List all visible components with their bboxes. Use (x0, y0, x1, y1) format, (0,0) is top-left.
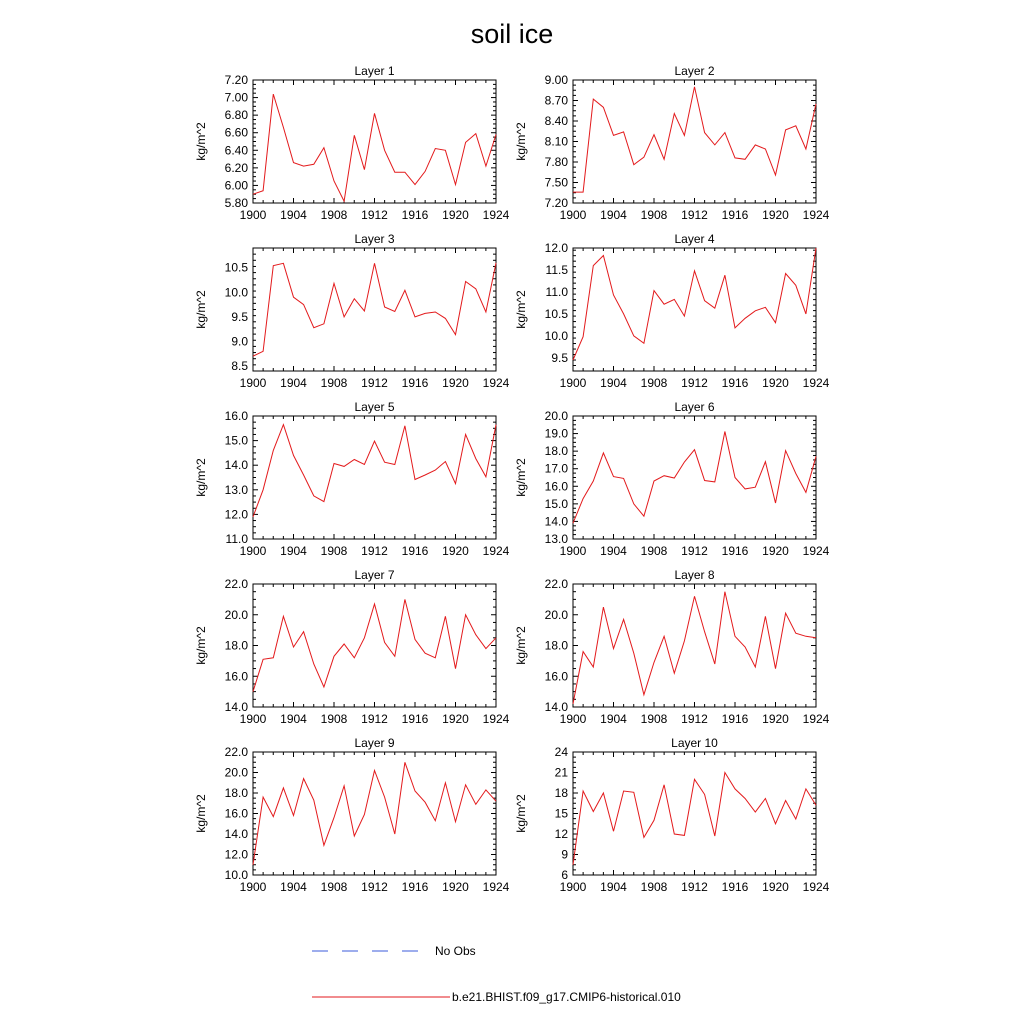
y-axis-label: kg/m^2 (194, 794, 208, 833)
x-tick-label: 1900 (239, 712, 267, 726)
y-tick-label: 16.0 (544, 669, 568, 684)
y-axis-label: kg/m^2 (514, 290, 528, 329)
x-tick-label: 1900 (559, 376, 587, 390)
y-tick-label: 22.0 (544, 577, 568, 591)
y-tick-label: 16.0 (544, 479, 568, 494)
x-tick-label: 1908 (640, 208, 668, 222)
series-line (253, 263, 496, 356)
y-tick-label: 15 (554, 806, 568, 821)
y-tick-label: 22.0 (224, 577, 248, 591)
y-axis-label: kg/m^2 (514, 626, 528, 665)
plot-frame (253, 416, 496, 539)
y-tick-label: 18 (554, 786, 568, 800)
x-tick-label: 1900 (239, 208, 267, 222)
series-line (573, 592, 816, 704)
panel-title: Layer 5 (354, 400, 395, 414)
x-tick-label: 1900 (559, 880, 587, 894)
x-tick-label: 1908 (320, 208, 348, 222)
x-tick-label: 1920 (762, 712, 789, 726)
plot-frame (253, 248, 496, 371)
x-tick-label: 1920 (762, 544, 789, 558)
y-tick-label: 14.0 (224, 700, 248, 714)
y-axis-label: kg/m^2 (514, 794, 528, 833)
plot-frame (573, 416, 816, 539)
x-tick-label: 1924 (482, 880, 510, 894)
x-tick-label: 1904 (280, 544, 307, 558)
x-tick-label: 1920 (762, 880, 789, 894)
y-tick-label: 15.0 (224, 433, 248, 448)
y-tick-label: 11.0 (545, 284, 568, 299)
y-tick-label: 12.0 (544, 241, 568, 255)
x-tick-label: 1916 (401, 208, 429, 222)
y-tick-label: 14.0 (544, 514, 568, 529)
x-tick-label: 1904 (280, 880, 307, 894)
y-tick-label: 20.0 (544, 607, 568, 622)
x-tick-label: 1920 (442, 208, 469, 222)
x-tick-label: 1900 (239, 544, 267, 558)
y-tick-label: 16.0 (224, 409, 248, 423)
y-tick-label: 16.0 (224, 669, 248, 684)
y-tick-label: 19.0 (544, 426, 568, 441)
y-tick-label: 6.40 (224, 143, 248, 158)
panel-4 (514, 232, 830, 390)
y-tick-label: 15.0 (544, 496, 568, 511)
legend-label-no-obs: No Obs (435, 944, 476, 958)
series-line (573, 87, 816, 192)
panel-7 (194, 568, 510, 726)
x-tick-label: 1904 (280, 712, 307, 726)
x-tick-label: 1900 (239, 376, 267, 390)
y-tick-label: 20.0 (544, 409, 568, 423)
y-tick-label: 21 (554, 765, 568, 780)
y-tick-label: 5.80 (224, 196, 248, 210)
x-tick-label: 1900 (559, 712, 587, 726)
x-tick-label: 1908 (320, 544, 348, 558)
y-tick-label: 9 (561, 847, 568, 862)
x-tick-label: 1904 (600, 208, 627, 222)
y-tick-label: 18.0 (544, 444, 568, 459)
x-tick-label: 1924 (482, 712, 510, 726)
x-tick-label: 1912 (681, 880, 708, 894)
y-tick-label: 8.40 (544, 114, 568, 128)
panel-1 (194, 64, 510, 222)
x-tick-label: 1920 (442, 544, 469, 558)
x-tick-label: 1904 (600, 712, 627, 726)
x-tick-label: 1912 (361, 208, 388, 222)
y-tick-label: 7.50 (544, 175, 568, 190)
y-tick-label: 11.0 (225, 532, 248, 546)
x-tick-label: 1908 (640, 880, 668, 894)
y-tick-label: 7.20 (224, 73, 248, 87)
x-tick-label: 1904 (280, 208, 307, 222)
x-tick-label: 1920 (762, 208, 789, 222)
y-tick-label: 6.00 (224, 178, 248, 193)
y-tick-label: 22.0 (224, 745, 248, 759)
y-tick-label: 17.0 (544, 461, 568, 476)
series-line (573, 773, 816, 865)
x-tick-label: 1920 (442, 880, 469, 894)
x-tick-label: 1912 (361, 544, 388, 558)
x-tick-label: 1916 (721, 880, 749, 894)
x-tick-label: 1904 (600, 544, 627, 558)
y-tick-label: 7.00 (224, 90, 248, 105)
y-tick-label: 24 (554, 745, 568, 759)
x-tick-label: 1900 (239, 880, 267, 894)
y-tick-label: 20.0 (224, 765, 248, 780)
y-tick-label: 10.0 (544, 328, 568, 343)
y-tick-label: 14.0 (224, 827, 248, 841)
y-tick-label: 20.0 (224, 607, 248, 622)
x-tick-label: 1912 (681, 712, 708, 726)
y-axis-label: kg/m^2 (194, 122, 208, 161)
y-tick-label: 12.0 (224, 847, 248, 862)
x-tick-label: 1908 (640, 376, 668, 390)
y-tick-label: 9.0 (231, 334, 248, 349)
x-tick-label: 1912 (681, 208, 708, 222)
x-tick-label: 1916 (721, 376, 749, 390)
x-tick-label: 1924 (802, 880, 830, 894)
x-tick-label: 1908 (320, 376, 348, 390)
y-tick-label: 12.0 (224, 507, 248, 522)
x-tick-label: 1924 (802, 208, 830, 222)
x-tick-label: 1924 (802, 376, 830, 390)
panel-10 (514, 736, 830, 894)
y-tick-label: 12 (554, 827, 568, 841)
y-tick-label: 14.0 (544, 700, 568, 714)
x-tick-label: 1912 (361, 712, 388, 726)
panel-title: Layer 3 (354, 232, 395, 246)
series-line (573, 432, 816, 524)
panel-title: Layer 10 (671, 736, 718, 750)
y-axis-label: kg/m^2 (194, 626, 208, 665)
panel-8 (514, 568, 830, 726)
panel-title: Layer 9 (354, 736, 395, 750)
panel-3 (194, 232, 510, 390)
plot-frame (253, 80, 496, 203)
y-tick-label: 8.5 (231, 359, 248, 374)
y-tick-label: 7.80 (544, 155, 568, 169)
x-tick-label: 1924 (482, 208, 510, 222)
y-axis-label: kg/m^2 (194, 458, 208, 497)
x-tick-label: 1924 (802, 544, 830, 558)
series-line (253, 599, 496, 691)
panel-title: Layer 1 (354, 64, 395, 78)
y-tick-label: 9.00 (544, 73, 568, 87)
x-tick-label: 1900 (559, 544, 587, 558)
y-tick-label: 8.10 (544, 134, 568, 149)
x-tick-label: 1912 (681, 544, 708, 558)
panel-title: Layer 6 (674, 400, 715, 414)
x-tick-label: 1916 (721, 544, 749, 558)
y-tick-label: 10.0 (224, 868, 248, 882)
y-tick-label: 6.60 (224, 125, 248, 140)
x-tick-label: 1920 (762, 376, 789, 390)
panel-title: Layer 8 (674, 568, 715, 582)
x-tick-label: 1904 (600, 880, 627, 894)
panel-title: Layer 7 (354, 568, 395, 582)
y-axis-label: kg/m^2 (194, 290, 208, 329)
x-tick-label: 1916 (401, 376, 429, 390)
y-tick-label: 6.20 (224, 160, 248, 175)
panel-9 (194, 736, 510, 894)
y-tick-label: 11.5 (545, 262, 568, 277)
y-tick-label: 10.5 (544, 306, 568, 321)
x-tick-label: 1908 (320, 880, 348, 894)
y-tick-label: 18.0 (224, 638, 248, 653)
panel-title: Layer 4 (674, 232, 715, 246)
legend-label-model: b.e21.BHIST.f09_g17.CMIP6-historical.010 (452, 990, 681, 1004)
y-tick-label: 18.0 (544, 638, 568, 653)
legend (312, 944, 681, 1004)
y-tick-label: 9.5 (551, 350, 568, 365)
figure-title: soil ice (470, 19, 554, 49)
y-tick-label: 13.0 (224, 482, 248, 497)
y-tick-label: 10.5 (224, 260, 248, 275)
y-tick-label: 7.20 (544, 196, 568, 210)
y-tick-label: 13.0 (544, 532, 568, 546)
series-line (573, 248, 816, 360)
plot-frame (573, 80, 816, 203)
panel-title: Layer 2 (674, 64, 715, 78)
panel-2 (514, 64, 830, 222)
panel-5 (194, 400, 510, 558)
x-tick-label: 1916 (401, 544, 429, 558)
x-tick-label: 1908 (640, 712, 668, 726)
y-axis-label: kg/m^2 (514, 122, 528, 161)
x-tick-label: 1904 (600, 376, 627, 390)
y-tick-label: 8.70 (544, 93, 568, 108)
x-tick-label: 1920 (442, 376, 469, 390)
x-tick-label: 1916 (401, 880, 429, 894)
x-tick-label: 1916 (721, 712, 749, 726)
x-tick-label: 1908 (320, 712, 348, 726)
x-tick-label: 1924 (482, 544, 510, 558)
x-tick-label: 1920 (442, 712, 469, 726)
x-tick-label: 1908 (640, 544, 668, 558)
plot-frame (573, 248, 816, 371)
y-axis-label: kg/m^2 (514, 458, 528, 497)
series-line (253, 762, 496, 865)
series-line (253, 94, 496, 201)
x-tick-label: 1912 (361, 880, 388, 894)
y-tick-label: 6 (561, 868, 568, 882)
x-tick-label: 1912 (361, 376, 388, 390)
y-tick-label: 9.5 (231, 309, 248, 324)
x-tick-label: 1916 (401, 712, 429, 726)
x-tick-label: 1924 (802, 712, 830, 726)
y-tick-label: 14.0 (224, 458, 248, 473)
panel-6 (514, 400, 830, 558)
x-tick-label: 1912 (681, 376, 708, 390)
y-tick-label: 6.80 (224, 108, 248, 123)
series-line (253, 425, 496, 517)
x-tick-label: 1924 (482, 376, 510, 390)
y-tick-label: 18.0 (224, 786, 248, 800)
y-tick-label: 16.0 (224, 806, 248, 821)
x-tick-label: 1900 (559, 208, 587, 222)
x-tick-label: 1904 (280, 376, 307, 390)
panels (194, 64, 830, 894)
y-tick-label: 10.0 (224, 285, 248, 300)
x-tick-label: 1916 (721, 208, 749, 222)
